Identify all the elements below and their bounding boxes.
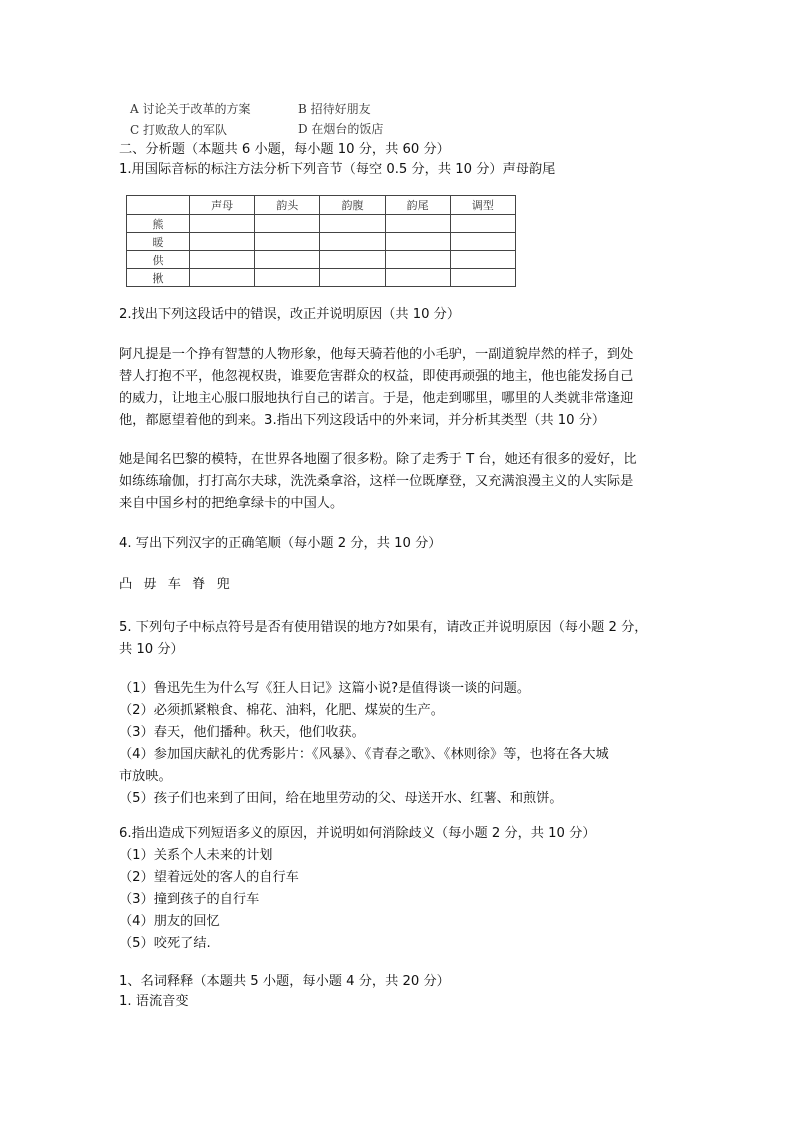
row-label: 揪	[127, 269, 190, 287]
passage-line: 阿凡提是一个挣有智慧的人物形象，他每天骑若他的小毛驴，一副道貌岸然的样子，到处	[119, 347, 634, 362]
table-header-row	[127, 196, 516, 215]
character: 脊	[192, 577, 206, 592]
table-header: 韵头	[255, 196, 320, 215]
table-cell	[450, 269, 515, 287]
table-header: 声母	[190, 196, 255, 215]
row-label: 暖	[127, 233, 190, 251]
table-header	[127, 196, 190, 215]
list-item: （1）鲁迅先生为什么写《狂人日记》这篇小说?是值得谈一谈的问题。	[119, 681, 531, 696]
passage-line: 如练练瑜伽，打打高尔夫球，洗洗桑拿浴，这样一位既摩登，又充满浪漫主义的人实际是	[119, 474, 634, 489]
phonetics-table	[126, 195, 516, 287]
question-5-items	[119, 678, 609, 810]
character: 凸	[119, 577, 133, 592]
row-label: 熊	[127, 215, 190, 233]
list-item: （3）春天，他们播种。秋天，他们收获。	[119, 725, 365, 740]
list-item: （4）参加国庆献礼的优秀影片：《风暴》、《青春之歌》、《林则徐》等，也将在各大城	[119, 747, 609, 762]
term-item: 1. 语流音变	[119, 994, 189, 1009]
table-cell	[255, 269, 320, 287]
table-cell	[190, 215, 255, 233]
table-cell	[320, 215, 385, 233]
section-title: 二、分析题（本题共 6 小题，每小题 10 分，共 60 分）	[119, 142, 450, 157]
table-header: 韵尾	[385, 196, 450, 215]
question-3-passage	[119, 449, 637, 515]
section-title: 1、名词释释（本题共 5 小题，每小题 4 分，共 20 分）	[119, 974, 450, 989]
character: 车	[167, 577, 181, 592]
list-item: （3）撞到孩子的自行车	[119, 892, 260, 907]
list-item: （4）朋友的回忆	[119, 914, 220, 929]
list-item: （5）孩子们也来到了田间，给在地里劳动的父、母送开水、红薯、和煎饼。	[119, 791, 563, 806]
table-cell	[450, 215, 515, 233]
table-row	[127, 251, 516, 269]
list-item: 市放映。	[119, 769, 172, 784]
question-5-prompt	[119, 617, 647, 661]
question-2-passage	[119, 344, 633, 432]
stroke-order-characters	[119, 574, 237, 596]
prompt-line: 5. 下列句子中标点符号是否有使用错误的地方?如果有，请改正并说明原因（每小题 2 分，	[119, 620, 648, 635]
table-header: 韵腹	[320, 196, 385, 215]
table-cell	[385, 233, 450, 251]
passage-line: 替人打抱不平，他忽视权贵，谁要危害群众的权益，即使再顽强的地主，他也能发扬自己	[119, 369, 634, 384]
table-cell	[320, 233, 385, 251]
table-cell	[255, 251, 320, 269]
list-item: （1）关系个人未来的计划	[119, 848, 273, 863]
passage-line: 来自中国乡村的把绝拿绿卡的中国人。	[119, 496, 344, 511]
list-item: （2）必须抓紧粮食、棉花、油料，化肥、煤炭的生产。	[119, 703, 444, 718]
question-1-prompt: 1.用国际音标的标注方法分析下列音节（每空 0.5 分，共 10 分）声母韵尾	[119, 162, 556, 177]
question-2-prompt: 2.找出下列这段话中的错误，改正并说明原因（共 10 分）	[119, 307, 461, 322]
question-6-prompt: 6.指出造成下列短语多义的原因，并说明如何消除歧义（每小题 2 分，共 10 分）	[119, 826, 596, 841]
option-a: A 讨论关于改革的方案	[130, 102, 251, 116]
character: 毋	[143, 577, 157, 592]
table-cell	[255, 215, 320, 233]
option-c: C 打败敌人的军队	[130, 123, 227, 137]
table-cell	[385, 215, 450, 233]
table-cell	[385, 269, 450, 287]
table-cell	[255, 233, 320, 251]
table-cell	[320, 251, 385, 269]
row-label: 供	[127, 251, 190, 269]
table-cell	[450, 233, 515, 251]
table-cell	[190, 269, 255, 287]
prompt-line: 共 10 分）	[119, 642, 184, 657]
table-cell	[450, 251, 515, 269]
table-cell	[190, 233, 255, 251]
list-item: （5）咬死了结.	[119, 936, 211, 951]
passage-line: 他，都愿望着他的到来。3.指出下列这段话中的外来词，并分析其类型（共 10 分）	[119, 413, 606, 428]
passage-line: 她是闻名巴黎的模特，在世界各地圈了很多粉。除了走秀于 T 台，她还有很多的爱好，比	[119, 452, 637, 467]
passage-line: 的威力，让地主心服口服地执行自己的诺言。于是，他走到哪里，哪里的人类就非常逢迎	[119, 391, 634, 406]
table-row	[127, 269, 516, 287]
table-cell	[320, 269, 385, 287]
option-d: D 在烟台的饭店	[298, 122, 384, 136]
table-cell	[385, 251, 450, 269]
question-4-prompt: 4. 写出下列汉字的正确笔顺（每小题 2 分，共 10 分）	[119, 536, 442, 551]
table-cell	[190, 251, 255, 269]
table-row	[127, 233, 516, 251]
option-b: B 招待好朋友	[298, 102, 371, 116]
question-6-items	[119, 845, 299, 955]
table-header: 调型	[450, 196, 515, 215]
list-item: （2）望着远处的客人的自行车	[119, 870, 299, 885]
table-row	[127, 215, 516, 233]
character: 兜	[216, 577, 230, 592]
